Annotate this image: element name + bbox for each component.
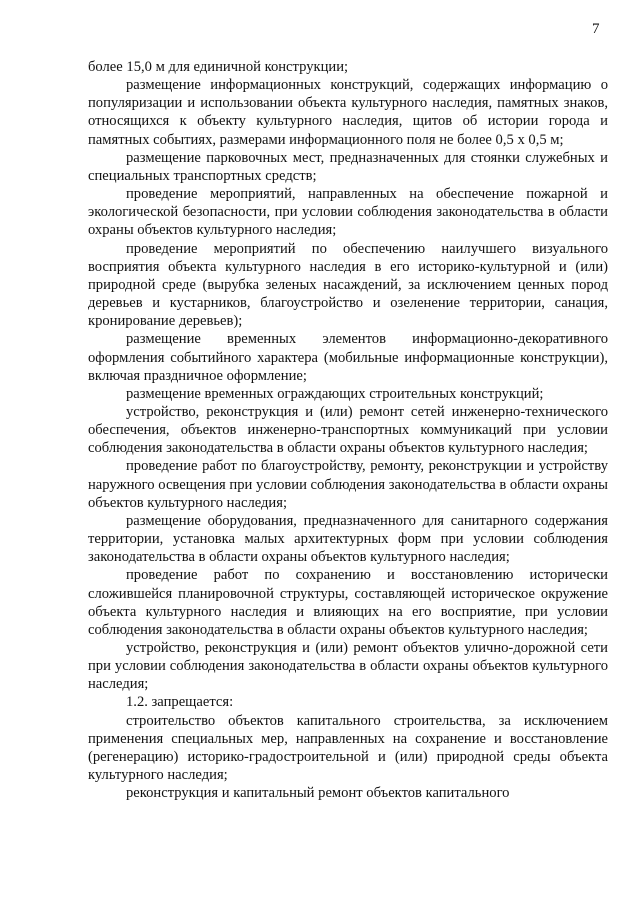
paragraph: размещение временных ограждающих строительных конструкций; [126, 385, 544, 402]
paragraph: более 15,0 м для единичной конструкции; [88, 59, 349, 75]
paragraph: проведение мероприятий по обеспечению наилучшего визуального восприятия объекта культурного наследия в его историко-культурной и (или) природной среде (вырубка зеленых насаждений, за исключением ценных пород деревьев и кустарников, благоустройство и озеленение территории, санация, кронирование деревьев); [88, 240, 608, 330]
paragraph: проведение работ по благоустройству, ремонту, реконструкции и устройству наружного освещения при условии соблюдения законодательства в области охраны объектов культурного наследия; [88, 458, 608, 511]
paragraph: размещение временных элементов информационно-декоративного оформления событийного характера (мобильные информационные конструкции), включая праздничное оформление; [88, 331, 608, 384]
paragraph: реконструкция и капитальный ремонт объектов капитального [126, 785, 510, 802]
paragraph: устройство, реконструкция и (или) ремонт сетей инженерно-технического обеспечения, объектов инженерно-транспортных коммуникаций при условии соблюдения законодательства в области охраны объектов культурного наследия; [88, 403, 608, 457]
paragraph: проведение мероприятий, направленных на обеспечение пожарной и экологической безопасности, при условии соблюдения законодательства в области охраны объектов культурного наследия; [88, 186, 608, 239]
paragraph: размещение информационных конструкций, содержащих информацию о популяризации и использовании объекта культурного наследия, памятных знаков, относящихся к объекту культурного наследия, щитов об истории города и памятных событиях, размерами информационного поля не более 0,5 х 0,5 м; [88, 77, 608, 148]
document-body [88, 58, 608, 802]
paragraph: проведение работ по сохранению и восстановлению исторически сложившейся планировочной структуры, составляющей историческое окружение объекта культурного наследия и влияющих на его восприятие, при условии соблюдения законодательства в области охраны объектов культурного наследия; [88, 567, 608, 638]
paragraph: размещение оборудования, предназначенного для санитарного содержания территории, установка малых архитектурных форм при условии соблюдения законодательства в области охраны объектов культурного наследия; [88, 512, 608, 566]
paragraph: устройство, реконструкция и (или) ремонт объектов улично-дорожной сети при условии соблюдения законодательства в области охраны объектов культурного наследия; [88, 640, 608, 693]
paragraph: строительство объектов капитального строительства, за исключением применения специальных мер, направленных на сохранение и восстановление (регенерацию) историко-градостроительной и (или) природной среды объекта культурного наследия; [88, 712, 608, 784]
paragraph: 1.2. запрещается: [126, 694, 234, 711]
page-number: 7 [592, 21, 600, 37]
paragraph: размещение парковочных мест, предназначенных для стоянки служебных и специальных транспортных средств; [88, 149, 608, 184]
